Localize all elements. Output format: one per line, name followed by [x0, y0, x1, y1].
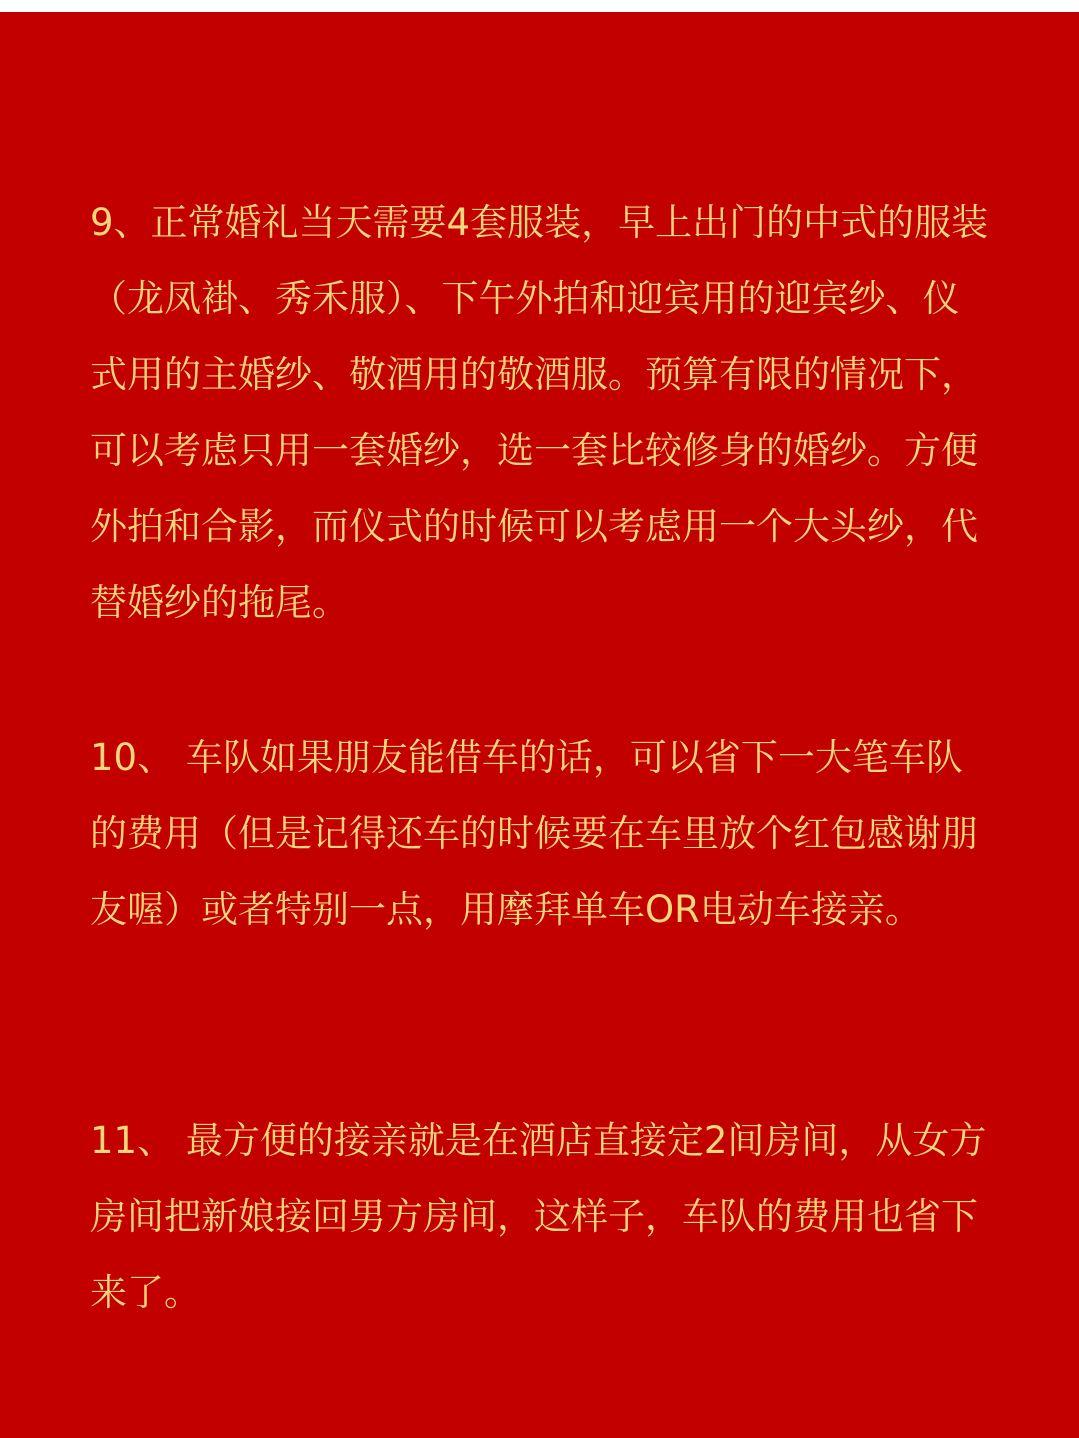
red-card	[0, 12, 1079, 1438]
tip-10-number: 10、	[90, 736, 175, 779]
tip-11	[90, 1103, 990, 1331]
tip-10-text: 车队如果朋友能借车的话，可以省下一大笔车队的费用（但是记得还车的时候要在车里放个红包感谢朋友喔）或者特别一点，用摩拜单车OR电动车接亲。	[90, 736, 978, 931]
tip-11-number: 11、	[90, 1119, 175, 1162]
tip-11-text: 最方便的接亲就是在酒店直接定2间房间，从女方房间把新娘接回男方房间，这样子，车队的费用也省下来了。	[90, 1119, 987, 1314]
tip-10	[90, 720, 990, 948]
tip-9-number: 9、	[90, 201, 151, 244]
tip-9	[90, 185, 990, 641]
tip-9-text: 正常婚礼当天需要4套服装，早上出门的中式的服装（龙凤褂、秀禾服）、下午外拍和迎宾用的迎宾纱、仪式用的主婚纱、敬酒用的敬酒服。预算有限的情况下，可以考虑只用一套婚纱，选一套比较修身的婚纱。方便外拍和合影，而仪式的时候可以考虑用一个大头纱，代替婚纱的拖尾。	[90, 201, 989, 624]
